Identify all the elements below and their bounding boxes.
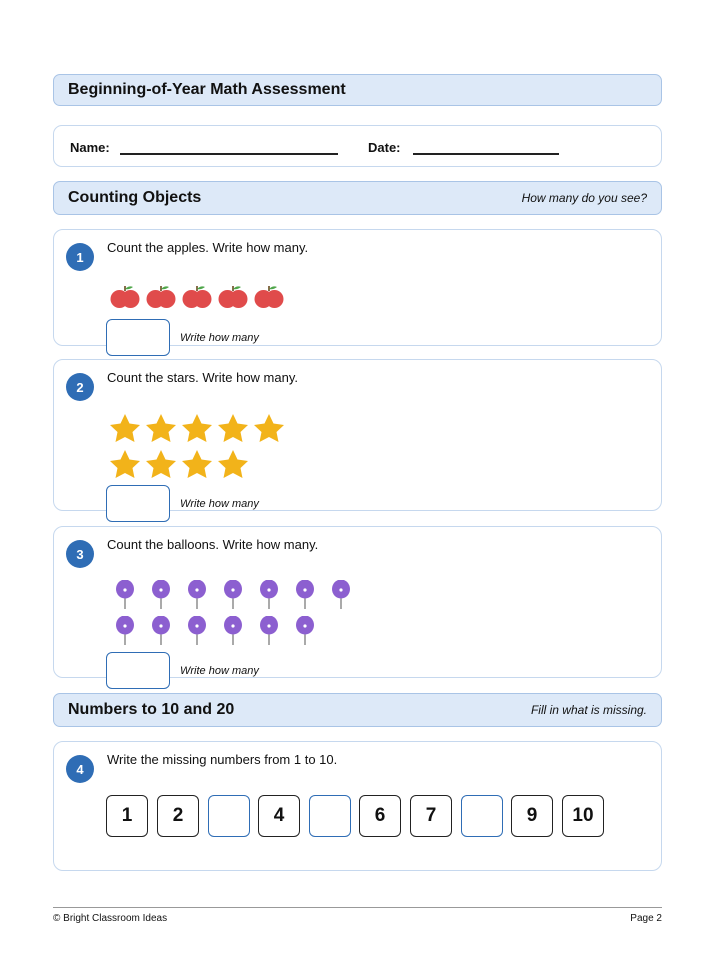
section-numbers-to-10-and-20 [53, 693, 662, 727]
question-number-badge: 4 [66, 755, 94, 783]
date-write-line[interactable] [413, 153, 559, 155]
star-icon [109, 449, 141, 479]
number-box-blank[interactable] [461, 795, 503, 837]
date-label: Date: [368, 140, 401, 155]
balloon-icon [187, 616, 207, 646]
question-number-badge: 3 [66, 540, 94, 568]
question-number-badge: 2 [66, 373, 94, 401]
answer-hint: Write how many [180, 665, 259, 677]
section-title: Numbers to 10 and 20 [68, 701, 235, 718]
number-box: 10 [562, 795, 604, 837]
name-date-panel [53, 125, 662, 167]
star-icon [253, 413, 285, 443]
question-text: Count the apples. Write how many. [107, 240, 309, 255]
question-4-card [53, 741, 662, 871]
footer-copyright: © Bright Classroom Ideas [53, 913, 168, 924]
star-icon [145, 449, 177, 479]
apple-icon [145, 284, 177, 310]
worksheet-title-text: Beginning-of-Year Math Assessment [68, 81, 346, 98]
balloon-icon [151, 580, 171, 610]
question-2-card [53, 359, 662, 511]
apple-icon [217, 284, 249, 310]
name-write-line[interactable] [120, 153, 338, 155]
question-text: Count the balloons. Write how many. [107, 537, 319, 552]
balloon-icon [151, 616, 171, 646]
star-icon [217, 413, 249, 443]
number-box: 1 [106, 795, 148, 837]
question-number-badge: 1 [66, 243, 94, 271]
balloon-icon [295, 580, 315, 610]
star-icon [145, 413, 177, 443]
star-icon [181, 449, 213, 479]
answer-box[interactable] [106, 319, 170, 356]
balloon-icon [295, 616, 315, 646]
balloon-icon [115, 580, 135, 610]
answer-box[interactable] [106, 485, 170, 522]
star-icon [181, 413, 213, 443]
answer-hint: Write how many [180, 332, 259, 344]
apple-icon [109, 284, 141, 310]
section-hint: How many do you see? [521, 191, 647, 205]
star-icon [217, 449, 249, 479]
section-counting-objects [53, 181, 662, 215]
number-box: 9 [511, 795, 553, 837]
question-3-card [53, 526, 662, 678]
balloon-icon [115, 616, 135, 646]
section-hint: Fill in what is missing. [530, 703, 647, 717]
star-icon [109, 413, 141, 443]
question-1-card [53, 229, 662, 346]
balloon-icon [259, 616, 279, 646]
name-label: Name: [70, 140, 110, 155]
number-box-blank[interactable] [309, 795, 351, 837]
apple-icon [181, 284, 213, 310]
apple-icon [253, 284, 285, 310]
number-box: 4 [258, 795, 300, 837]
number-box: 7 [410, 795, 452, 837]
footer-page-number: Page 2 [630, 913, 662, 924]
answer-box[interactable] [106, 652, 170, 689]
number-box-blank[interactable] [208, 795, 250, 837]
answer-hint: Write how many [180, 498, 259, 510]
worksheet-title [53, 74, 662, 106]
number-box: 2 [157, 795, 199, 837]
balloon-icon [223, 580, 243, 610]
number-box: 6 [359, 795, 401, 837]
balloon-icon [223, 616, 243, 646]
section-title: Counting Objects [68, 189, 202, 206]
balloon-icon [331, 580, 351, 610]
footer-divider [53, 907, 662, 908]
balloon-icon [259, 580, 279, 610]
question-text: Count the stars. Write how many. [107, 370, 298, 385]
question-text: Write the missing numbers from 1 to 10. [107, 752, 338, 767]
balloon-icon [187, 580, 207, 610]
